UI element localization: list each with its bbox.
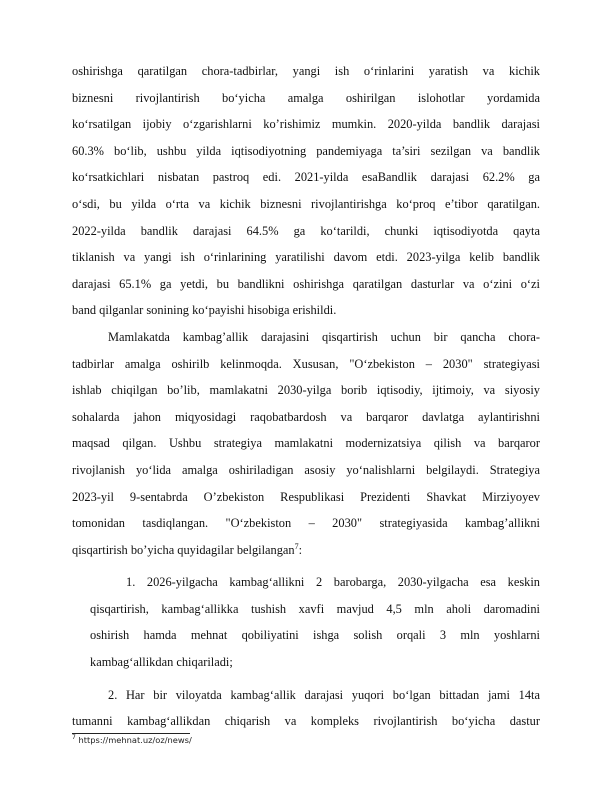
text-line: oshirishga qaratilgan chora-tadbirlar, yangi ish o‘rinlarini yaratish va kichik xyxy=(72,64,540,78)
text-line: oshirish hamda mehnat qobiliyatini ishga solish orqali 3 mln yoshlarni xyxy=(90,628,540,643)
document-body xyxy=(72,58,540,735)
text-line: band qilganlar sonining ko‘payishi hisobiga erishildi. xyxy=(72,303,337,318)
text-line: ishlab chiqilgan bo’lib, mamlakatni 2030-yilga borib iqtisodiy, ijtimoiy, va siyosiy xyxy=(72,383,540,398)
footnote-reference[interactable]: 7 xyxy=(294,541,299,551)
text-line: 2. Har bir viloyatda kambag‘allik darajasi yuqori bo‘lgan bittadan jami 14ta xyxy=(108,687,540,702)
footnote-link[interactable]: https://mehnat.uz/oz/news/ xyxy=(75,735,192,745)
text-line: tomonidan tasdiqlangan. "O‘zbekiston – 2030" strategiyasida kambag’allikni xyxy=(72,516,540,531)
text-line: maqsad qilgan. Ushbu strategiya mamlakatni modernizatsiya qilish va barqaror xyxy=(72,436,540,451)
text-line: ko‘rsatilgan ijobiy o‘zgarishlarni ko’rishimiz mumkin. 2020-yilda bandlik darajasi xyxy=(72,117,540,132)
footnote-number: 7 xyxy=(72,734,76,742)
text-fragment: qisqartirish bo’yicha quyidagilar belgilangan xyxy=(72,542,295,557)
list-item-2 xyxy=(72,682,540,735)
text-line: tadbirlar amalga oshirilb kelinmoqda. Xususan, "O‘zbekiston – 2030" strategiyasi xyxy=(72,356,540,371)
text-line: 60.3% bo‘lib, ushbu yilda iqtisodiyotning pandemiyaga ta’siri sezilgan va bandlik xyxy=(72,143,540,158)
text-line: darajasi 65.1% ga yetdi, bu bandlikni oshirishga qaratilgan dasturlar va o‘zini o‘zi xyxy=(72,276,540,291)
text-line: 1. 2026-yilgacha kambag‘allikni 2 barobarga, 2030-yilgacha esa keskin xyxy=(126,575,540,590)
footnote xyxy=(72,735,192,745)
text-line: 2023-yil 9-sentabrda O’zbekiston Respublikasi Prezidenti Shavkat Mirziyoyev xyxy=(72,489,540,504)
text-fragment: : xyxy=(298,542,303,557)
list-item-1 xyxy=(72,569,540,675)
text-line: tumanni kambag‘allikdan chiqarish va kompleks rivojlantirish bo‘yicha dastur xyxy=(72,714,540,729)
text-line: tiklanish va yangi ish o‘rinlarining yaratilishi davom etdi. 2023-yilga kelib bandlik xyxy=(72,250,540,265)
text-line: qisqartirish, kambag‘allikka tushish xavfi mavjud 4,5 mln aholi daromadini xyxy=(90,601,540,616)
paragraph-poverty-strategy xyxy=(72,324,540,563)
text-line xyxy=(72,537,540,564)
text-line: 2022-yilda bandlik darajasi 64.5% ga ko‘tarildi, chunki iqtisodiyotda qayta xyxy=(72,223,540,238)
footnote-divider xyxy=(72,733,190,734)
text-line: rivojlanish yo‘lida amalga oshiriladigan asosiy yo‘nalishlarni belgilaydi. Strategiya xyxy=(72,462,540,477)
text-line: biznesni rivojlantirish bo‘yicha amalga oshirilgan islohotlar yordamida xyxy=(72,90,540,105)
paragraph-employment-statistics xyxy=(72,58,540,324)
text-line: sohalarda jahon miqyosidagi raqobatbardosh va barqaror davlatga aylantirishni xyxy=(72,409,540,424)
text-line: kambag‘allikdan chiqariladi; xyxy=(90,655,233,670)
text-line: Mamlakatda kambag’allik darajasini qisqartirish uchun bir qancha chora- xyxy=(108,329,540,344)
text-line: o‘sdi, bu yilda o‘rta va kichik biznesni rivojlantirishga ko‘proq e’tibor qaratilgan. xyxy=(72,196,540,211)
text-line: ko‘rsatkichlari nisbatan pastroq edi. 2021-yilda esaBandlik darajasi 62.2% ga xyxy=(72,170,540,185)
